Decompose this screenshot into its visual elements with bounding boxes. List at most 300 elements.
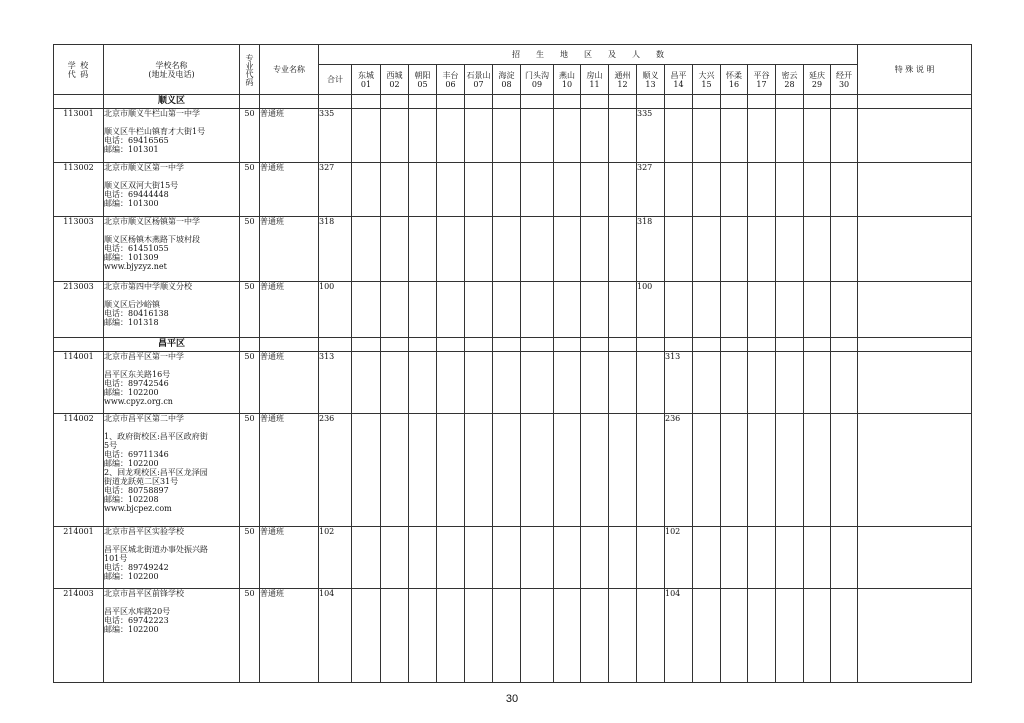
section-empty-cell xyxy=(831,338,858,352)
region-count xyxy=(693,589,721,683)
total-count: 104 xyxy=(319,589,352,683)
header-region-3 xyxy=(437,65,465,95)
region-count xyxy=(409,217,437,282)
region-count xyxy=(465,414,493,527)
region-count xyxy=(493,527,521,589)
school-name: 北京市第四中学顺义分校 xyxy=(104,282,192,291)
region-name: 丰台 xyxy=(442,70,459,80)
header-major-code xyxy=(240,45,260,95)
header-school-name-sub: (地址及电话) xyxy=(148,69,195,79)
region-count xyxy=(521,282,554,338)
section-empty-cell xyxy=(352,95,381,109)
table-row xyxy=(54,282,972,338)
section-empty-cell xyxy=(319,95,352,109)
school-detail-line: www.bjcpez.com xyxy=(104,504,172,513)
school-detail-line: www.cpyz.org.cn xyxy=(104,397,173,406)
total-count: 327 xyxy=(319,163,352,217)
total-count: 335 xyxy=(319,109,352,163)
region-count xyxy=(776,109,804,163)
region-count xyxy=(804,217,831,282)
section-empty-cell xyxy=(554,95,581,109)
region-count xyxy=(521,109,554,163)
region-count xyxy=(409,282,437,338)
region-count xyxy=(493,282,521,338)
region-count xyxy=(465,282,493,338)
header-total-label: 合计 xyxy=(327,75,343,84)
region-count xyxy=(804,414,831,527)
section-empty-cell xyxy=(804,95,831,109)
school-info xyxy=(104,217,240,282)
page-number: 30 xyxy=(505,693,519,705)
region-count: 335 xyxy=(637,109,665,163)
school-detail-line: 电话：80416138 xyxy=(104,309,169,318)
region-count xyxy=(804,282,831,338)
school-code: 114001 xyxy=(54,352,104,414)
school-detail-line: 邮编：101300 xyxy=(104,199,159,208)
region-count xyxy=(554,589,581,683)
section-empty-cell xyxy=(521,338,554,352)
region-count xyxy=(381,352,409,414)
major-code: 50 xyxy=(240,352,260,414)
region-count xyxy=(437,352,465,414)
major-code: 50 xyxy=(240,282,260,338)
section-empty-cell xyxy=(637,95,665,109)
school-detail-line: 电话：80758897 xyxy=(104,486,169,495)
region-code: 10 xyxy=(561,79,573,89)
region-count: 102 xyxy=(665,527,693,589)
header-region-9 xyxy=(609,65,637,95)
table-row xyxy=(54,589,972,683)
school-detail-line: 邮编：101318 xyxy=(104,318,159,327)
school-detail-line: 1、政府街校区:昌平区政府街 xyxy=(104,432,208,441)
school-detail-line: 邮编：102208 xyxy=(104,495,159,504)
section-empty-cell xyxy=(804,338,831,352)
major-name: 普通班 xyxy=(260,352,319,414)
table-row xyxy=(54,527,972,589)
section-row xyxy=(54,95,972,109)
special-note xyxy=(858,109,972,163)
header-region-16 xyxy=(804,65,831,95)
special-note xyxy=(858,163,972,217)
header-school-name-label: 学校名称 xyxy=(155,60,188,70)
header-school-code xyxy=(54,45,104,95)
region-count xyxy=(693,217,721,282)
region-code: 17 xyxy=(756,79,767,89)
section-empty-cell xyxy=(319,338,352,352)
school-name: 北京市昌平区第二中学 xyxy=(104,414,184,423)
region-count xyxy=(748,217,776,282)
region-count xyxy=(776,352,804,414)
region-count: 327 xyxy=(637,163,665,217)
section-empty-cell xyxy=(521,95,554,109)
header-school-name xyxy=(104,45,240,95)
region-name: 平谷 xyxy=(753,70,770,80)
header-region-11 xyxy=(665,65,693,95)
header-region-13 xyxy=(721,65,748,95)
region-count xyxy=(409,109,437,163)
region-count xyxy=(465,109,493,163)
school-info xyxy=(104,414,240,527)
table-row xyxy=(54,217,972,282)
school-code: 214001 xyxy=(54,527,104,589)
school-detail-line: 电话：69742223 xyxy=(104,616,169,625)
section-empty-cell xyxy=(609,95,637,109)
region-name: 怀柔 xyxy=(726,70,742,80)
total-count: 236 xyxy=(319,414,352,527)
region-count xyxy=(804,109,831,163)
region-count xyxy=(521,352,554,414)
region-count xyxy=(665,109,693,163)
region-count xyxy=(693,352,721,414)
region-count xyxy=(776,589,804,683)
section-empty-cell xyxy=(858,95,972,109)
region-count xyxy=(581,217,609,282)
region-code: 28 xyxy=(784,79,795,89)
region-count xyxy=(465,589,493,683)
region-count xyxy=(493,217,521,282)
school-detail-line: 2、回龙观校区:昌平区龙泽园 xyxy=(104,468,208,477)
section-empty-cell xyxy=(693,95,721,109)
special-note xyxy=(858,217,972,282)
region-count xyxy=(804,352,831,414)
region-code: 05 xyxy=(417,79,428,89)
school-info xyxy=(104,163,240,217)
section-empty-cell xyxy=(858,338,972,352)
region-count xyxy=(493,352,521,414)
region-count xyxy=(381,527,409,589)
special-note xyxy=(858,414,972,527)
region-count xyxy=(581,527,609,589)
school-detail-line: 邮编：101301 xyxy=(104,145,159,154)
region-count xyxy=(409,352,437,414)
school-name: 北京市昌平区前锋学校 xyxy=(104,589,184,598)
school-info xyxy=(104,527,240,589)
region-count xyxy=(721,217,748,282)
region-count xyxy=(352,163,381,217)
section-empty-cell xyxy=(609,338,637,352)
header-region-15 xyxy=(776,65,804,95)
region-count xyxy=(352,217,381,282)
region-count: 318 xyxy=(637,217,665,282)
school-detail-line: 电话：69416565 xyxy=(104,136,169,145)
region-count xyxy=(521,414,554,527)
region-count: 104 xyxy=(665,589,693,683)
region-count xyxy=(581,414,609,527)
region-count xyxy=(804,527,831,589)
special-note xyxy=(858,282,972,338)
section-code-cell xyxy=(54,338,104,352)
region-count xyxy=(776,163,804,217)
school-detail-line: 邮编：102200 xyxy=(104,388,159,397)
school-name: 北京市顺义牛栏山第一中学 xyxy=(104,109,200,118)
region-count xyxy=(609,163,637,217)
major-name: 普通班 xyxy=(260,527,319,589)
school-detail-line: 邮编：102200 xyxy=(104,459,159,468)
region-count xyxy=(609,414,637,527)
major-name: 普通班 xyxy=(260,589,319,683)
special-note xyxy=(858,589,972,683)
region-name: 大兴 xyxy=(698,70,715,80)
section-empty-cell xyxy=(465,338,493,352)
header-region-4 xyxy=(465,65,493,95)
region-count xyxy=(721,109,748,163)
special-note xyxy=(858,527,972,589)
total-count: 318 xyxy=(319,217,352,282)
region-count xyxy=(637,527,665,589)
region-code: 29 xyxy=(811,79,823,89)
school-detail-line: 5号 xyxy=(104,441,118,450)
school-detail-line: 街道龙跃苑二区31号 xyxy=(104,477,179,486)
total-count: 100 xyxy=(319,282,352,338)
major-code: 50 xyxy=(240,527,260,589)
region-count xyxy=(609,109,637,163)
region-code: 08 xyxy=(501,79,512,89)
section-row xyxy=(54,338,972,352)
region-name: 东城 xyxy=(358,70,374,80)
school-detail-line: 顺义区双河大街15号 xyxy=(104,181,179,190)
school-info xyxy=(104,589,240,683)
school-detail-line: 电话：69711346 xyxy=(104,450,169,459)
total-count: 102 xyxy=(319,527,352,589)
region-count xyxy=(748,527,776,589)
region-name: 海淀 xyxy=(498,70,515,80)
major-name: 普通班 xyxy=(260,163,319,217)
region-count xyxy=(776,217,804,282)
region-count xyxy=(437,163,465,217)
header-region-7 xyxy=(554,65,581,95)
region-count xyxy=(693,414,721,527)
region-count xyxy=(637,414,665,527)
region-count xyxy=(776,414,804,527)
region-count xyxy=(721,282,748,338)
major-name: 普通班 xyxy=(260,414,319,527)
region-name: 通州 xyxy=(614,70,631,80)
region-code: 07 xyxy=(473,79,484,89)
region-count xyxy=(581,589,609,683)
major-code: 50 xyxy=(240,217,260,282)
region-count xyxy=(831,527,858,589)
major-name: 普通班 xyxy=(260,217,319,282)
school-detail-line: 顺义区牛栏山镇育才大街1号 xyxy=(104,127,206,136)
school-name: 北京市顺义区第一中学 xyxy=(104,163,184,172)
section-empty-cell xyxy=(831,95,858,109)
section-empty-cell xyxy=(381,95,409,109)
region-count xyxy=(693,282,721,338)
region-name: 石景山 xyxy=(466,70,491,80)
school-code: 114002 xyxy=(54,414,104,527)
region-code: 13 xyxy=(645,79,656,89)
region-count xyxy=(748,109,776,163)
school-name: 北京市顺义区杨镇第一中学 xyxy=(104,217,200,226)
region-count xyxy=(521,527,554,589)
section-empty-cell xyxy=(776,338,804,352)
region-count xyxy=(693,109,721,163)
school-detail-line: 昌平区东关路16号 xyxy=(104,370,171,379)
section-empty-cell xyxy=(637,338,665,352)
header-region-title xyxy=(319,45,858,65)
region-count xyxy=(381,109,409,163)
region-count xyxy=(665,163,693,217)
region-count xyxy=(581,282,609,338)
section-empty-cell xyxy=(748,338,776,352)
header-major-name xyxy=(260,45,319,95)
region-name: 门头沟 xyxy=(525,70,549,80)
school-detail-line: 顺义区后沙峪镇 xyxy=(104,300,160,309)
section-empty-cell xyxy=(748,95,776,109)
header-region-title-label: 招 生 地 区 及 人 数 xyxy=(512,50,665,59)
section-empty-cell xyxy=(721,95,748,109)
school-detail-line: 昌平区城北街道办事处振兴路 xyxy=(104,545,208,554)
special-note xyxy=(858,352,972,414)
region-count: 100 xyxy=(637,282,665,338)
region-name: 密云 xyxy=(781,70,798,80)
school-detail-line: 邮编：102200 xyxy=(104,572,159,581)
region-count xyxy=(804,589,831,683)
header-major-name-label: 专业名称 xyxy=(273,65,305,74)
region-count xyxy=(554,217,581,282)
region-count xyxy=(493,163,521,217)
region-count xyxy=(521,217,554,282)
school-code: 213003 xyxy=(54,282,104,338)
region-count xyxy=(721,163,748,217)
region-count xyxy=(352,527,381,589)
region-name: 昌平 xyxy=(670,70,687,80)
region-count xyxy=(465,352,493,414)
region-count xyxy=(437,589,465,683)
region-count xyxy=(381,217,409,282)
region-count xyxy=(776,282,804,338)
region-count xyxy=(352,589,381,683)
region-name: 房山 xyxy=(586,70,603,80)
region-count xyxy=(554,163,581,217)
region-count xyxy=(437,282,465,338)
school-code: 113001 xyxy=(54,109,104,163)
region-count xyxy=(748,589,776,683)
header-region-10 xyxy=(637,65,665,95)
major-code: 50 xyxy=(240,589,260,683)
school-name: 北京市昌平区实验学校 xyxy=(104,527,184,536)
section-empty-cell xyxy=(493,338,521,352)
total-count: 313 xyxy=(319,352,352,414)
region-count xyxy=(493,414,521,527)
region-code: 09 xyxy=(531,79,543,89)
region-count xyxy=(748,163,776,217)
region-count xyxy=(465,163,493,217)
region-count xyxy=(554,352,581,414)
region-count xyxy=(437,527,465,589)
school-detail-line: 昌平区水库路20号 xyxy=(104,607,171,616)
region-count xyxy=(352,282,381,338)
region-name: 延庆 xyxy=(809,70,825,80)
region-name: 燕山 xyxy=(559,70,575,80)
region-count xyxy=(581,109,609,163)
region-name: 顺义 xyxy=(642,70,659,80)
school-code: 214003 xyxy=(54,589,104,683)
region-count: 313 xyxy=(665,352,693,414)
school-detail-line: www.bjyzyz.net xyxy=(104,262,167,271)
region-count xyxy=(776,527,804,589)
admissions-table xyxy=(53,44,972,683)
region-count xyxy=(609,217,637,282)
region-count xyxy=(581,352,609,414)
header-special-label: 特 殊 说 明 xyxy=(894,65,935,74)
header-region-1 xyxy=(381,65,409,95)
school-detail-line: 顺义区杨镇木燕路下坡村段 xyxy=(104,235,200,244)
school-name: 北京市昌平区第一中学 xyxy=(104,352,184,361)
header-region-8 xyxy=(581,65,609,95)
section-empty-cell xyxy=(721,338,748,352)
region-count xyxy=(637,352,665,414)
section-title: 昌平区 xyxy=(104,338,240,352)
school-info xyxy=(104,352,240,414)
school-code: 113003 xyxy=(54,217,104,282)
section-empty-cell xyxy=(437,95,465,109)
section-empty-cell xyxy=(260,338,319,352)
region-count xyxy=(693,163,721,217)
region-count xyxy=(609,352,637,414)
region-count xyxy=(409,527,437,589)
region-name: 西城 xyxy=(386,70,403,80)
region-count xyxy=(665,217,693,282)
section-code-cell xyxy=(54,95,104,109)
school-info xyxy=(104,109,240,163)
region-count xyxy=(804,163,831,217)
header-total xyxy=(319,65,352,95)
region-count: 236 xyxy=(665,414,693,527)
region-count xyxy=(381,163,409,217)
section-empty-cell xyxy=(240,338,260,352)
region-count xyxy=(831,217,858,282)
region-code: 15 xyxy=(701,79,712,89)
region-count xyxy=(352,352,381,414)
school-detail-line: 电话：89749242 xyxy=(104,563,169,572)
region-count xyxy=(665,282,693,338)
school-info xyxy=(104,282,240,338)
region-count xyxy=(581,163,609,217)
section-empty-cell xyxy=(352,338,381,352)
region-count xyxy=(437,217,465,282)
region-count xyxy=(465,527,493,589)
school-detail-line: 电话：69444448 xyxy=(104,190,169,199)
region-count xyxy=(609,527,637,589)
table-row xyxy=(54,414,972,527)
header-region-12 xyxy=(693,65,721,95)
region-count xyxy=(748,414,776,527)
school-detail-line: 邮编：101309 xyxy=(104,253,159,262)
section-empty-cell xyxy=(409,338,437,352)
region-count xyxy=(352,414,381,527)
region-count xyxy=(721,527,748,589)
major-name: 普通班 xyxy=(260,109,319,163)
table-row xyxy=(54,109,972,163)
section-empty-cell xyxy=(493,95,521,109)
region-count xyxy=(437,109,465,163)
section-empty-cell xyxy=(409,95,437,109)
header-region-0 xyxy=(352,65,381,95)
region-code: 01 xyxy=(360,79,372,89)
region-count xyxy=(381,282,409,338)
header-major-code-label: 专业代码 xyxy=(245,53,254,86)
section-title: 顺义区 xyxy=(104,95,240,109)
region-count xyxy=(831,163,858,217)
region-count xyxy=(381,589,409,683)
section-empty-cell xyxy=(381,338,409,352)
header-region-5 xyxy=(493,65,521,95)
section-empty-cell xyxy=(776,95,804,109)
header-special xyxy=(858,45,972,95)
section-empty-cell xyxy=(581,95,609,109)
region-code: 11 xyxy=(589,79,600,89)
